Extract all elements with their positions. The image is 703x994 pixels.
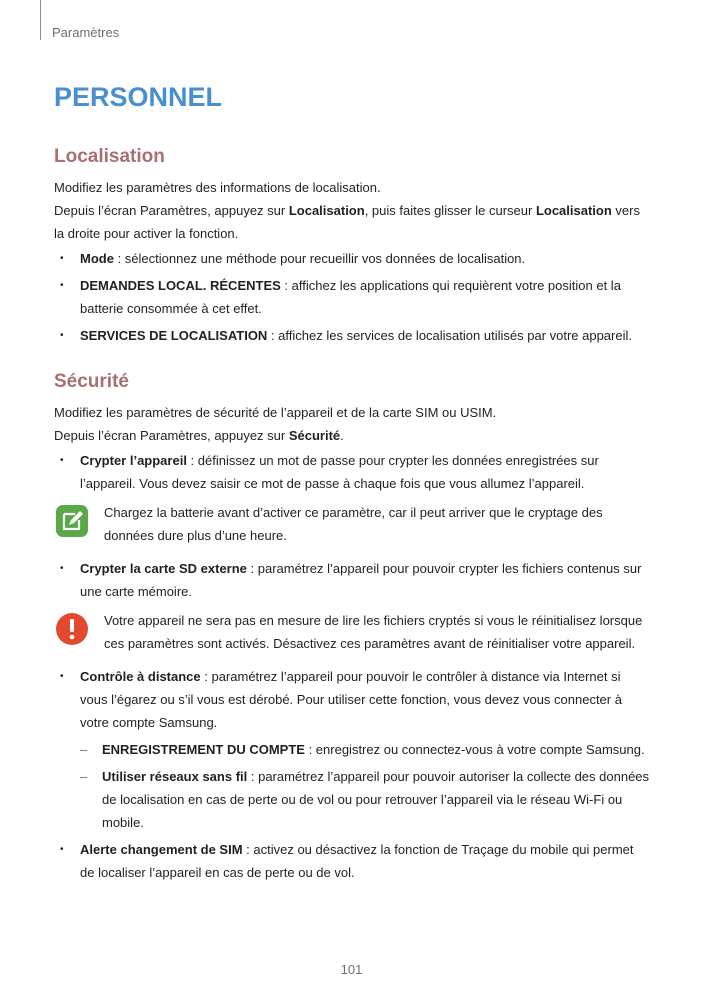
note-tip — [54, 501, 650, 547]
list-item-remote-control: • Contrôle à distance : paramétrez l’appareil pour pouvoir le contrôler à distance via Internet si vous l’égarez ou s’il vous est dérobé. Pour utiliser cette fonction, vous devez vous connecter à votre compte Samsung. – ENREGISTREMENT DU COMPTE : enregistrez ou connectez-vous à votre compte Samsung. – Utiliser réseaux sans fil : paramétrez l’appareil pour pouvoir autoriser la collecte des données de localisation en cas de perte ou de vol ou pour retrouver l’appareil via le réseau Wi-Fi ou mobile. — [54, 665, 650, 834]
list-item-crypt-sd: • Crypter la carte SD externe : paramétrez l’appareil pour pouvoir crypter les fichiers contenus sur une carte mémoire. — [54, 557, 650, 603]
running-head: Paramètres — [52, 25, 120, 40]
page-content — [54, 80, 650, 888]
note-warning-text: Votre appareil ne sera pas en mesure de lire les fichiers cryptés si vous le réinitialisez lorsque ces paramètres sont activés. Désactivez ces paramètres avant de réinitialiser votre appareil. — [104, 613, 643, 651]
securite-list-2 — [54, 557, 650, 603]
localisation-list — [54, 247, 650, 347]
note-warning — [54, 609, 650, 655]
list-item-crypt-device: • Crypter l’appareil : définissez un mot de passe pour crypter les données enregistrées sur l’appareil. Vous devez saisir ce mot de passe à chaque fois que vous allumez l’appareil. — [54, 449, 650, 495]
securite-intro: Modifiez les paramètres de sécurité de l’appareil et de la carte SIM ou USIM. — [54, 405, 497, 420]
list-item-sim-alert: • Alerte changement de SIM : activez ou désactivez la fonction de Traçage du mobile qui permet de localiser l’appareil en cas de perte ou de vol. — [54, 838, 650, 884]
remote-control-sublist — [80, 738, 650, 834]
chapter-title: PERSONNEL — [54, 82, 223, 112]
localisation-intro: Modifiez les paramètres des informations de localisation. — [54, 180, 381, 195]
margin-rule — [40, 0, 41, 40]
section-title-localisation: Localisation — [54, 146, 165, 167]
sublist-item-account: – ENREGISTREMENT DU COMPTE : enregistrez ou connectez-vous à votre compte Samsung. — [80, 738, 650, 761]
securite-instructions: Depuis l’écran Paramètres, appuyez sur Sécurité. — [54, 428, 344, 443]
exclamation-warning-icon — [54, 611, 90, 647]
list-item-location-services: • SERVICES DE LOCALISATION : affichez les services de localisation utilisés par votre appareil. — [54, 324, 650, 347]
sublist-item-wireless: – Utiliser réseaux sans fil : paramétrez l’appareil pour pouvoir autoriser la collecte des données de localisation en cas de perte ou de vol ou pour retrouver l’appareil via le réseau Wi-Fi ou mobile. — [80, 765, 650, 834]
securite-list-1 — [54, 449, 650, 495]
list-item-mode: • Mode : sélectionnez une méthode pour recueillir vos données de localisation. — [54, 247, 650, 270]
note-tip-text: Chargez la batterie avant d’activer ce paramètre, car il peut arriver que le cryptage des données dure plus d’une heure. — [104, 505, 603, 543]
pencil-note-icon — [54, 503, 90, 539]
list-item-recent-requests: • DEMANDES LOCAL. RÉCENTES : affichez les applications qui requièrent votre position et la batterie consommée à cet effet. — [54, 274, 650, 320]
securite-list-3 — [54, 665, 650, 884]
localisation-instructions: Depuis l’écran Paramètres, appuyez sur Localisation, puis faites glisser le curseur Localisation vers la droite pour activer la fonction. — [54, 203, 640, 241]
section-title-securite: Sécurité — [54, 371, 129, 392]
page-number: 101 — [340, 962, 363, 977]
